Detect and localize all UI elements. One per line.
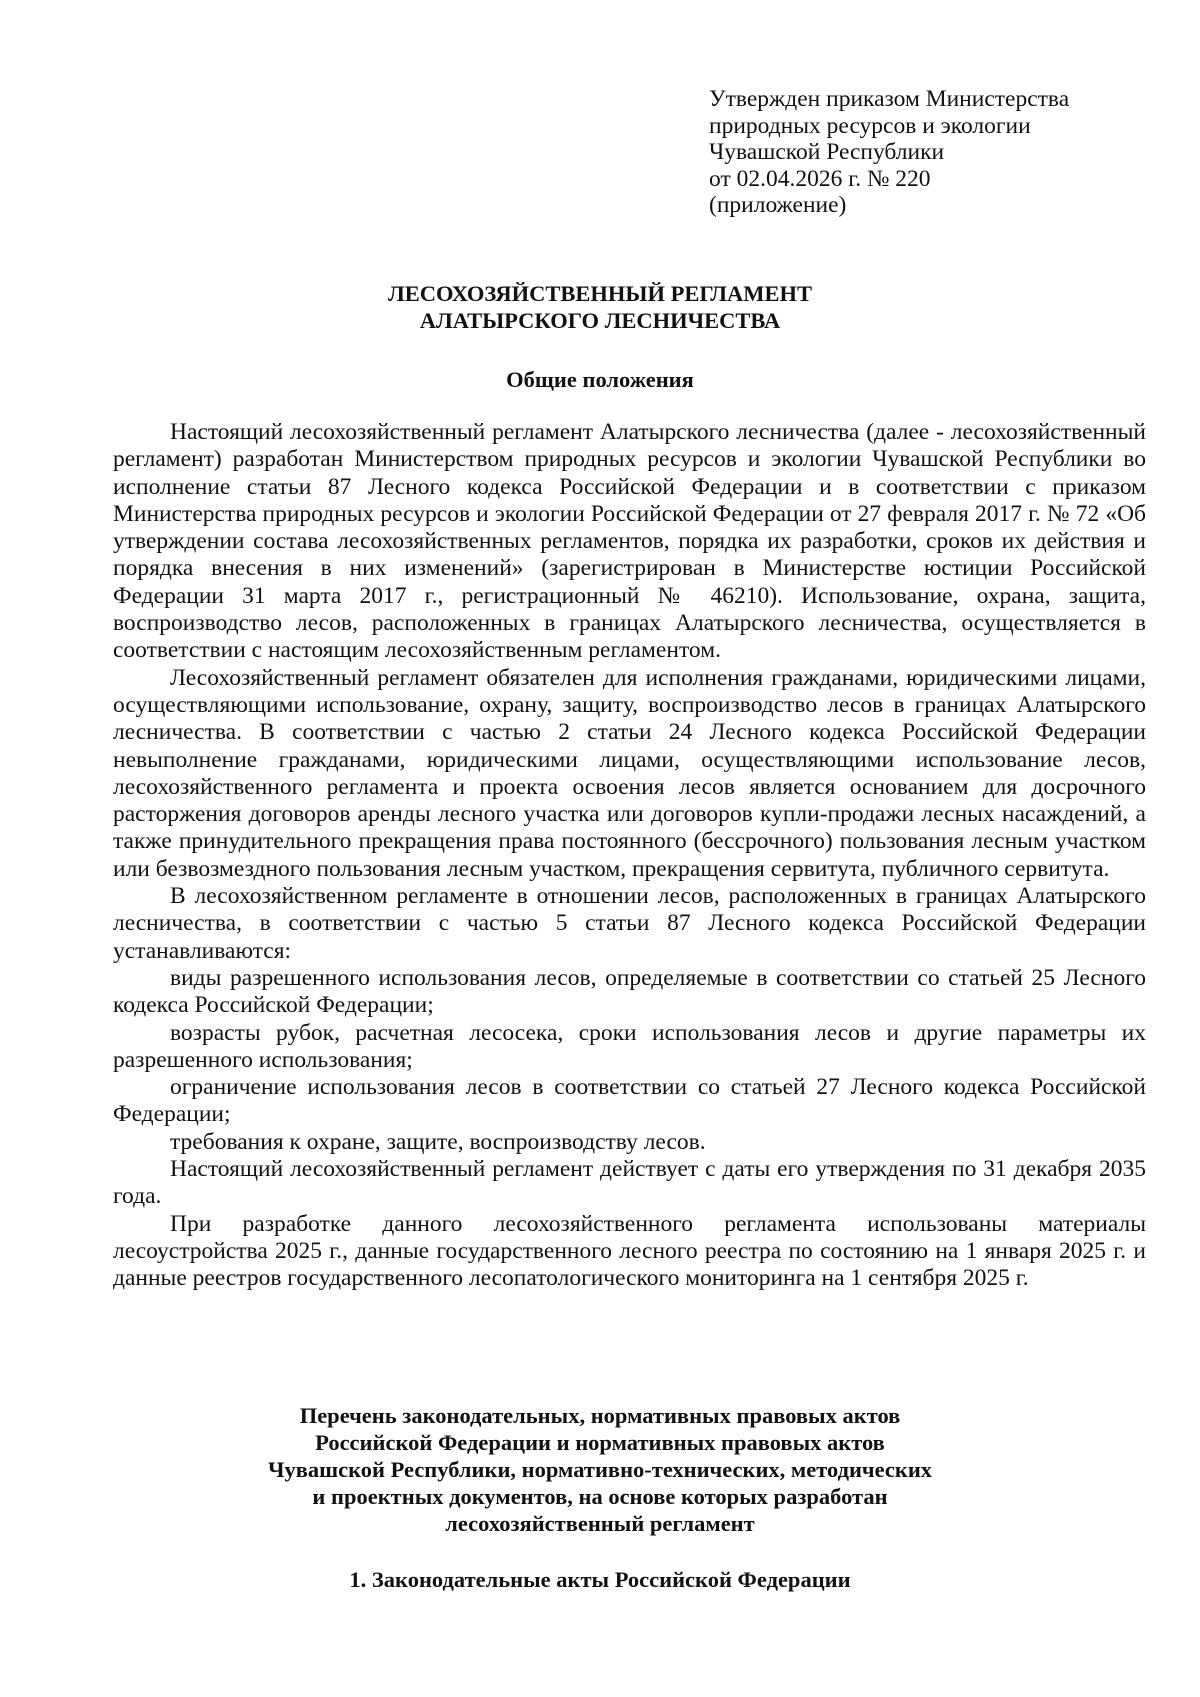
approval-block xyxy=(709,86,1149,219)
legal-acts-heading-line: Российской Федерации и нормативных правовых актов xyxy=(315,1430,885,1455)
legal-acts-heading-line: Чувашской Республики, нормативно-технических, методических xyxy=(267,1457,933,1482)
legal-acts-list-heading xyxy=(0,1402,1200,1537)
paragraph: ограничение использования лесов в соответствии со статьей 27 Лесного кодекса Российской Федерации; xyxy=(113,1074,1146,1128)
general-provisions-body xyxy=(113,419,1146,1293)
legal-acts-heading-line: и проектных документов, на основе которых разработан xyxy=(312,1484,888,1509)
paragraph: При разработке данного лесохозяйственного регламента использованы материалы лесоустройства 2025 г., данные государственного лесного реестра по состоянию на 1 января 2025 г. и данные реестров государственного лесопатологического мониторинга на 1 сентября 2025 г. xyxy=(113,1210,1146,1292)
paragraph: требования к охране, защите, воспроизводству лесов. xyxy=(170,1128,706,1155)
legal-acts-heading-line: Перечень законодательных, нормативных правовых актов xyxy=(299,1403,901,1428)
subsection-heading: 1. Законодательные акты Российской Федерации xyxy=(349,1567,851,1592)
document-title-line: ЛЕСОХОЗЯЙСТВЕННЫЙ РЕГЛАМЕНТ xyxy=(387,281,813,306)
paragraph: Настоящий лесохозяйственный регламент Алатырского лесничества (далее - лесохозяйственный регламент) разработан Министерством природных ресурсов и экологии Чувашской Республики во исполнение статьи 87 Лесного кодекса Российской Федерации и в соответствии с приказом Министерства природных ресурсов и экологии Российской Федерации от 27 февраля 2017 г. № 72 «Об утверждении состава лесохозяйственных регламентов, порядка их разработки, сроков их действия и порядка внесения в них изменений» (зарегистрирован в Министерстве юстиции Российской Федерации 31 марта 2017 г., регистрационный № 46210). Использование, охрана, защита, воспроизводство лесов, расположенных в границах Алатырского лесничества, осуществляется в соответствии с настоящим лесохозяйственным регламентом. xyxy=(113,419,1146,664)
document-title xyxy=(0,280,1200,334)
approval-line: (приложение) xyxy=(709,192,847,218)
paragraph: возрасты рубок, расчетная лесосека, сроки использования лесов и другие параметры их разрешенного использования; xyxy=(113,1019,1146,1073)
paragraph: В лесохозяйственном регламенте в отношении лесов, расположенных в границах Алатырского лесничества, в соответствии с частью 5 статьи 87 Лесного кодекса Российской Федерации устанавливаются: xyxy=(113,883,1146,964)
document-title-line: АЛАТЫРСКОГО ЛЕСНИЧЕСТВА xyxy=(419,308,781,333)
approval-line: Утвержден приказом Министерства xyxy=(709,86,1070,112)
paragraph: Настоящий лесохозяйственный регламент действует с даты его утверждения по 31 декабря 2035 года. xyxy=(113,1156,1146,1210)
paragraph: Лесохозяйственный регламент обязателен для исполнения гражданами, юридическими лицами, осуществляющими использование, охрану, защиту, воспроизводство лесов в границах Алатырского лесничества. В соответствии с частью 2 статьи 24 Лесного кодекса Российской Федерации невыполнение гражданами, юридическими лицами, осуществляющими использование лесов, лесохозяйственного регламента и проекта освоения лесов является основанием для досрочного расторжения договоров аренды лесного участка или договоров купли-продажи лесных насаждений, а также принудительного прекращения права постоянного (бессрочного) пользования лесным участком или безвозмездного пользования лесным участком, прекращения сервитута, публичного сервитута. xyxy=(113,664,1146,882)
approval-line: природных ресурсов и экологии xyxy=(709,112,1031,139)
general-provisions-heading: Общие положения xyxy=(506,367,694,392)
approval-line: Чувашской Республики xyxy=(709,139,945,165)
approval-line: от 02.04.2026 г. № 220 xyxy=(709,165,931,192)
paragraph: виды разрешенного использования лесов, определяемые в соответствии со статьей 25 Лесного кодекса Российской Федерации; xyxy=(113,964,1146,1019)
legal-acts-heading-line: лесохозяйственный регламент xyxy=(445,1511,755,1536)
